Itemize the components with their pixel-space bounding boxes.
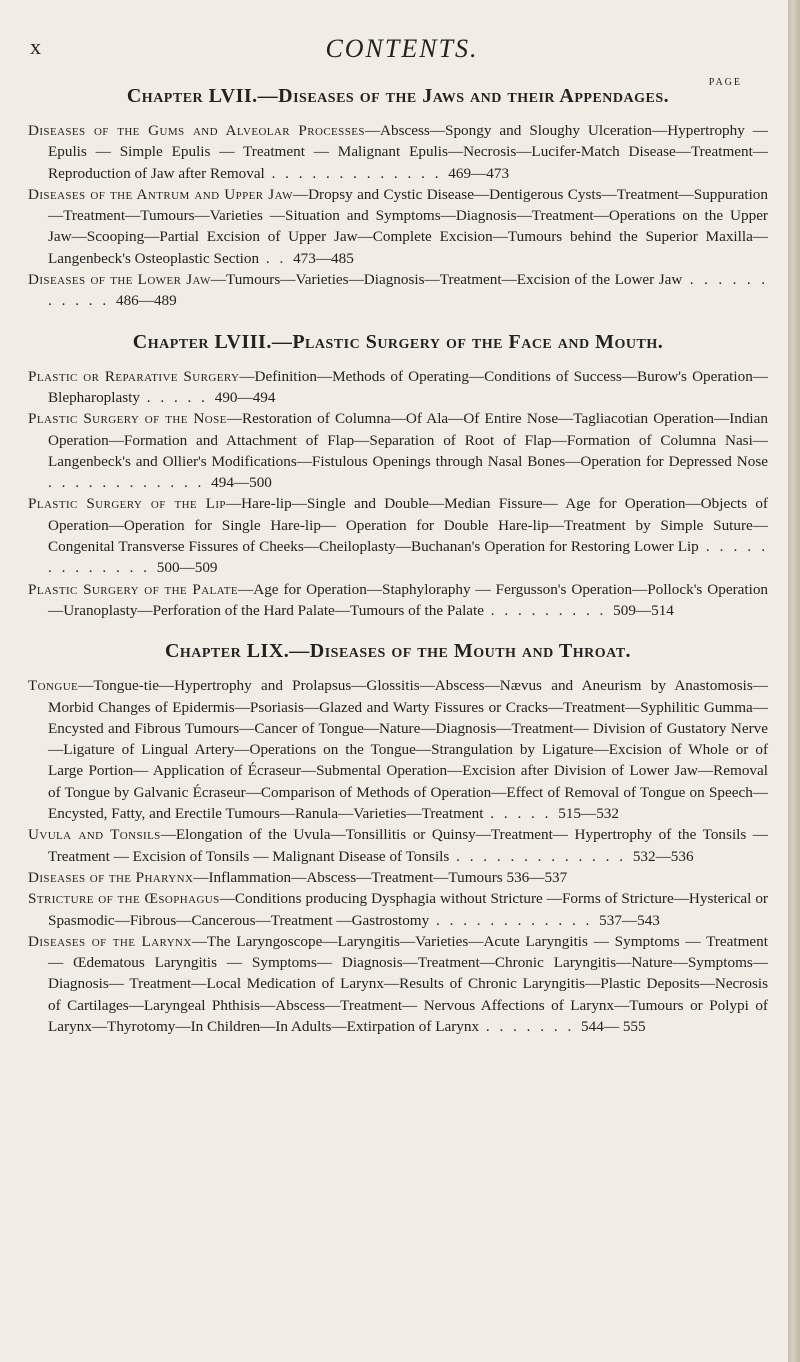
contents-entry: Stricture of the Œsophagus—Conditions producing Dysphagia without Stricture —Forms of Stricture—Hysterical or Spasmodic—Fibrous—Cancerous—Treatment —Gastrostomy . . . . . . . . . . . . 537—543 [28, 890, 768, 929]
entry-lead: Uvula and Tonsils [28, 826, 161, 844]
running-title: CONTENTS. [325, 34, 479, 63]
entry-lead: Plastic Surgery of the Lip [28, 495, 226, 513]
entry-text: —Definition—Methods of Operating—Conditions of Success—Burow's Operation—Blepharoplasty [48, 367, 768, 406]
contents-body [28, 84, 768, 1037]
entry-pages: 536—537 [506, 868, 568, 886]
entry-text: —Tongue-tie—Hypertrophy and Prolapsus—Glossitis—Abscess—Nævus and Aneurism by Anastomosis—Morbid Changes of Epidermis—Psoriasis—Glazed and Warty Fissures or Cracks—Treatment—Syphilitic Gumma—Encysted and Fibrous Tumours—Cancer of Tongue—Nature—Diagnosis—Treatment— Division of Gustatory Nerve—Ligature of Lingual Artery—Operations on the Tongue—Strangulation by Ligature—Excision of Whole or of Large Portion— Application of Écraseur—Submental Operation—Excision after Division of Lower Jaw—Removal of Tongue by Galvanic Écraseur—Comparison of Methods of Operation—Effect of Removal of Tongue on Speech—Encysted, Fatty, and Erectile Tumours—Ranula—Varieties—Treatment [48, 677, 768, 823]
page-column-label: PAGE [708, 77, 742, 88]
book-page [26, 0, 778, 1362]
entry-lead: Plastic Surgery of the Palate [28, 580, 239, 598]
contents-entry: Plastic Surgery of the Nose—Restoration of Columna—Of Ala—Of Entire Nose—Tagliacotian Operation—Indian Operation—Formation and Attachment of Flap—Separation of Root of Flap—Formation of Columna Nasi—Langenbeck's and Ollier's Modifications—Fistulous Openings through Nasal Bones—Operation for Depressed Nose . . . . . . . . . . . . 494—500 [28, 410, 768, 492]
entry-text: —Age for Operation—Staphyloraphy — Fergusson's Operation—Pollock's Operation—Uranoplasty—Perforation of the Hard Palate—Tumours of the Palate [48, 580, 769, 619]
entry-text: —Dropsy and Cystic Disease—Dentigerous Cysts—Treatment—Suppuration—Treatment—Tumours—Varieties —Situation and Symptoms—Diagnosis—Treatment—Operations on the Upper Jaw—Scooping—Partial Excision of Upper Jaw—Complete Excision—Tumours behind the Superior Maxilla—Langenbeck's Osteoplastic Section [48, 185, 768, 267]
entry-lead: Diseases of the Pharynx [28, 868, 194, 886]
page-edge [788, 0, 800, 1362]
entry-pages: 544— 555 [581, 1017, 646, 1035]
entry-pages: 515—532 [558, 805, 619, 823]
entry-lead: Plastic or Reparative Surgery [28, 367, 240, 385]
contents-entry: Tongue—Tongue-tie—Hypertrophy and Prolapsus—Glossitis—Abscess—Nævus and Aneurism by Anastomosis—Morbid Changes of Epidermis—Psoriasis—Glazed and Warty Fissures or Cracks—Treatment—Syphilitic Gumma—Encysted and Fibrous Tumours—Cancer of Tongue—Nature—Diagnosis—Treatment— Division of Gustatory Nerve—Ligature of Lingual Artery—Operations on the Tongue—Strangulation by Ligature—Excision of Whole or of Large Portion— Application of Écraseur—Submental Operation—Excision after Division of Lower Jaw—Removal of Tongue by Galvanic Écraseur—Comparison of Methods of Operation—Effect of Removal of Tongue on Speech—Encysted, Fatty, and Erectile Tumours—Ranula—Varieties—Treatment . . . . . 515—532 [28, 677, 768, 823]
entry-pages: 500—509 [156, 559, 218, 577]
entry-lead: Stricture of the Œsophagus [28, 890, 220, 908]
entry-text: —The Laryngoscope—Laryngitis—Varieties—Acute Laryngitis — Symptoms — Treatment — Œdematous Laryngitis — Symptoms— Diagnosis—Treatment—Chronic Laryngitis—Nature—Symptoms—Diagnosis— Treatment—Local Medication of Larynx—Results of Chronic Laryngitis—Plastic Deposits—Necrosis of Cartilages—Laryngeal Phthisis—Abscess—Treatment— Nervous Affections of Larynx—Tumours or Polypi of Larynx—Thyrotomy—In Children—In Adults—Extirpation of Larynx [48, 932, 768, 1035]
contents-entry: Plastic Surgery of the Lip—Hare-lip—Single and Double—Median Fissure— Age for Operation—Objects of Operation—Operation for Single Hare-lip— Operation for Double Hare-lip—Treatment by Simple Suture—Congenital Transverse Fissures of Cheeks—Cheiloplasty—Buchanan's Operation for Restoring Lower Lip . . . . . . . . . . . . . 500—509 [28, 495, 768, 577]
entry-lead: Diseases of the Antrum and Upper Jaw [28, 185, 293, 203]
contents-entry: Uvula and Tonsils—Elongation of the Uvula—Tonsillitis or Quinsy—Treatment— Hypertrophy of the Tonsils — Treatment — Excision of Tonsils — Malignant Disease of Tonsils . . . . . . . . . . . . . 532—536 [28, 826, 768, 865]
contents-entry: Plastic or Reparative Surgery—Definition—Methods of Operating—Conditions of Success—Burow's Operation—Blepharoplasty . . . . . 490—494 [28, 367, 768, 406]
entry-text: —Restoration of Columna—Of Ala—Of Entire Nose—Tagliacotian Operation—Indian Operation—Formation and Attachment of Flap—Separation of Root of Flap—Formation of Columna Nasi—Langenbeck's and Ollier's Modifications—Fistulous Openings through Nasal Bones—Operation for Depressed Nose [48, 410, 768, 470]
entry-lead: Plastic Surgery of the Nose [28, 410, 227, 428]
entry-pages: 473—485 [293, 249, 354, 267]
entry-pages: 537—543 [599, 911, 660, 929]
page-number: x [30, 34, 42, 59]
entry-pages: 532—536 [632, 847, 694, 865]
entry-text: —Conditions producing Dysphagia without Stricture —Forms of Stricture—Hysterical or Spasmodic—Fibrous—Cancerous—Treatment —Gastrostomy [48, 890, 768, 929]
chapter-heading: Chapter LVIII.—Plastic Surgery of the Face and Mouth. [132, 330, 664, 353]
chapter-heading: Chapter LVII.—Diseases of the Jaws and their Appendages. [126, 85, 670, 107]
chapter-heading: Chapter LIX.—Diseases of the Mouth and Throat. [164, 640, 632, 663]
entry-lead: Diseases of the Larynx [28, 932, 192, 950]
entry-text: —Hare-lip—Single and Double—Median Fissure— Age for Operation—Objects of Operation—Operation for Single Hare-lip— Operation for Double Hare-lip—Treatment by Simple Suture—Congenital Transverse Fissures of Cheeks—Cheiloplasty—Buchanan's Operation for Restoring Lower Lip [48, 495, 768, 556]
entry-text: —Abscess—Spongy and Sloughy Ulceration—Hypertrophy — Epulis — Simple Epulis — Treatment — Malignant Epulis—Necrosis—Lucifer-Match Disease—Treatment—Reproduction of Jaw after Removal [48, 122, 768, 182]
entry-pages: 509—514 [613, 601, 674, 619]
running-header [26, 34, 778, 68]
entry-pages: 469—473 [448, 164, 510, 182]
entry-lead: Tongue [28, 677, 79, 695]
entry-lead: Diseases of the Gums and Alveolar Processes [28, 122, 365, 139]
contents-entry [28, 867, 768, 888]
entry-text: —Tumours—Varieties—Diagnosis—Treatment—Excision of the Lower Jaw [210, 271, 683, 289]
entry-text: —Elongation of the Uvula—Tonsillitis or Quinsy—Treatment— Hypertrophy of the Tonsils — Treatment — Excision of Tonsils — Malignant Disease of Tonsils [48, 826, 768, 865]
contents-entry: Diseases of the Gums and Alveolar Processes—Abscess—Spongy and Sloughy Ulceration—Hypertrophy — Epulis — Simple Epulis — Treatment — Malignant Epulis—Necrosis—Lucifer-Match Disease—Treatment—Reproduction of Jaw after Removal . . . . . . . . . . . . . 469—473 [28, 122, 768, 182]
entry-pages: 490—494 [214, 388, 276, 406]
entry-lead: Diseases of the Lower Jaw [28, 271, 211, 289]
contents-entry: Diseases of the Lower Jaw—Tumours—Varieties—Diagnosis—Treatment—Excision of the Lower Jaw . . . . . . . . . . . 486—489 [28, 271, 768, 310]
contents-entry: Diseases of the Larynx—The Laryngoscope—Laryngitis—Varieties—Acute Laryngitis — Symptoms — Treatment — Œdematous Laryngitis — Symptoms— Diagnosis—Treatment—Chronic Laryngitis—Nature—Symptoms—Diagnosis— Treatment—Local Medication of Larynx—Results of Chronic Laryngitis—Plastic Deposits—Necrosis of Cartilages—Laryngeal Phthisis—Abscess—Treatment— Nervous Affections of Larynx—Tumours or Polypi of Larynx—Thyrotomy—In Children—In Adults—Extirpation of Larynx . . . . . . . 544— 555 [28, 932, 768, 1035]
entry-pages: 486—489 [115, 292, 177, 310]
contents-entry: Plastic Surgery of the Palate—Age for Operation—Staphyloraphy — Fergusson's Operation—Pollock's Operation—Uranoplasty—Perforation of the Hard Palate—Tumours of the Palate . . . . . . . . . 509—514 [28, 580, 769, 619]
entry-pages: 494—500 [211, 474, 272, 492]
contents-entry: Diseases of the Antrum and Upper Jaw—Dropsy and Cystic Disease—Dentigerous Cysts—Treatment—Suppuration—Treatment—Tumours—Varieties —Situation and Symptoms—Diagnosis—Treatment—Operations on the Upper Jaw—Scooping—Partial Excision of Upper Jaw—Complete Excision—Tumours behind the Superior Maxilla—Langenbeck's Osteoplastic Section . . 473—485 [28, 185, 768, 267]
entry-text: —Inflammation—Abscess—Treatment—Tumours [193, 868, 503, 886]
